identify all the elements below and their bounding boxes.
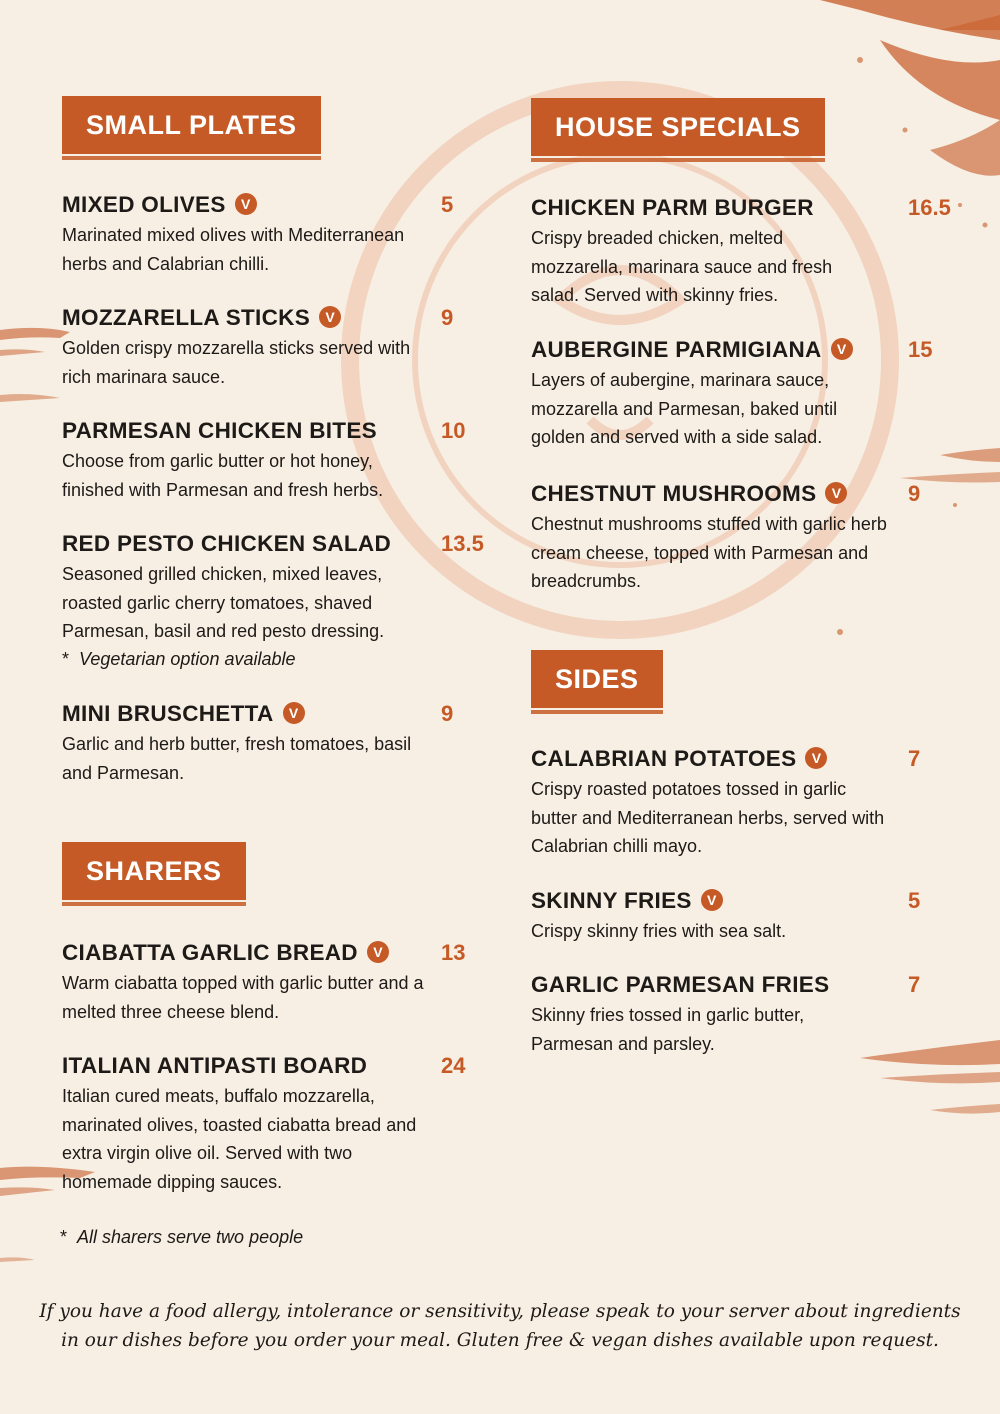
item-price: 9	[908, 481, 921, 506]
header-underline	[531, 158, 825, 162]
item-description: Layers of aubergine, marinara sauce, mozzarella and Parmesan, baked until golden and served with a side salad.	[531, 370, 838, 447]
item-price: 5	[908, 888, 921, 913]
menu-item	[62, 940, 502, 1026]
note-text: Vegetarian option available	[79, 649, 296, 669]
item-description: Marinated mixed olives with Mediterranean herbs and Calabrian chilli.	[62, 225, 405, 274]
item-description: Garlic and herb butter, fresh tomatoes, basil and Parmesan.	[62, 734, 412, 783]
item-name: MOZZARELLA STICKS	[62, 305, 310, 330]
item-description: Seasoned grilled chicken, mixed leaves, roasted garlic cherry tomatoes, shaved Parmesan, basil and red pesto dressing.	[62, 564, 385, 641]
item-name: CIABATTA GARLIC BREAD	[62, 940, 358, 965]
item-name: GARLIC PARMESAN FRIES	[531, 972, 830, 997]
vegetarian-icon: V	[367, 941, 389, 963]
vegetarian-icon: V	[825, 482, 847, 504]
sharers-note: * All sharers serve two people	[60, 1227, 304, 1247]
menu-item	[531, 481, 971, 596]
house-specials-header	[531, 98, 825, 162]
item-description: Chestnut mushrooms stuffed with garlic herb cream cheese, topped with Parmesan and breadcrumbs.	[531, 514, 887, 591]
allergy-notice-line-1: If you have a food allergy, intolerance or sensitivity, please speak to your server about ingredients	[39, 1301, 961, 1322]
vegetarian-icon: V	[235, 193, 257, 215]
note-text: All sharers serve two people	[77, 1227, 304, 1247]
item-name: PARMESAN CHICKEN BITES	[62, 418, 377, 443]
item-description: Crispy breaded chicken, melted mozzarella, marinara sauce and fresh salad. Served with skinny fries.	[531, 228, 833, 305]
item-price: 7	[908, 972, 921, 997]
item-name: RED PESTO CHICKEN SALAD	[62, 531, 392, 556]
header-underline	[531, 710, 663, 714]
menu-item	[62, 418, 502, 504]
vegetarian-icon: V	[831, 338, 853, 360]
brush-strokes-top-right	[820, 0, 1000, 228]
item-description: Italian cured meats, buffalo mozzarella, marinated olives, toasted ciabatta bread and extra virgin olive oil. Served with two homemade dipping sauces.	[62, 1086, 417, 1192]
item-description: Crispy roasted potatoes tossed in garlic butter and Mediterranean herbs, served with Calabrian chilli mayo.	[531, 779, 885, 856]
header-underline	[62, 902, 246, 906]
item-price: 5	[441, 192, 454, 217]
item-price: 10	[441, 418, 466, 443]
item-price: 24	[441, 1053, 466, 1078]
menu-item	[531, 972, 971, 1058]
allergy-notice	[0, 1297, 1000, 1355]
allergy-notice-line-2: in our dishes before you order your meal. Gluten free & vegan dishes available upon request.	[61, 1330, 939, 1351]
vegetarian-icon: V	[805, 747, 827, 769]
item-name: ITALIAN ANTIPASTI BOARD	[62, 1053, 368, 1078]
menu-item	[531, 888, 971, 946]
menu-item	[62, 701, 502, 787]
item-name: SKINNY FRIES	[531, 888, 692, 913]
sides-header	[531, 650, 663, 714]
item-name: CHICKEN PARM BURGER	[531, 195, 814, 220]
small-plates-title: SMALL PLATES	[62, 96, 321, 154]
sides-title: SIDES	[531, 650, 663, 708]
item-description: Golden crispy mozzarella sticks served with rich marinara sauce.	[62, 338, 411, 387]
house-specials-title: HOUSE SPECIALS	[531, 98, 825, 156]
item-name: MIXED OLIVES	[62, 192, 226, 217]
item-price: 9	[441, 305, 454, 330]
header-underline	[62, 156, 321, 160]
sharers-title: SHARERS	[62, 842, 246, 900]
menu-item	[62, 531, 502, 646]
item-price: 13.5	[441, 531, 484, 556]
item-description: Crispy skinny fries with sea salt.	[531, 921, 787, 941]
item-name: CALABRIAN POTATOES	[531, 746, 797, 771]
item-name: MINI BRUSCHETTA	[62, 701, 274, 726]
menu-item	[531, 746, 971, 861]
small-plates-header	[62, 96, 321, 160]
menu-item	[62, 192, 502, 278]
vegetarian-icon: V	[701, 889, 723, 911]
item-price: 13	[441, 940, 466, 965]
sharers-header	[62, 842, 246, 906]
menu-item	[531, 337, 971, 452]
item-price: 16.5	[908, 195, 951, 220]
item-name: CHESTNUT MUSHROOMS	[531, 481, 817, 506]
item-description: Choose from garlic butter or hot honey, finished with Parmesan and fresh herbs.	[62, 451, 384, 500]
menu-item	[62, 1053, 502, 1196]
item-price: 7	[908, 746, 921, 771]
item-description: Warm ciabatta topped with garlic butter and a melted three cheese blend.	[62, 973, 424, 1022]
vegetarian-option-note: * Vegetarian option available	[62, 649, 296, 669]
item-name: AUBERGINE PARMIGIANA	[531, 337, 822, 362]
item-price: 9	[441, 701, 454, 726]
menu-item	[62, 305, 502, 391]
vegetarian-icon: V	[283, 702, 305, 724]
item-description: Skinny fries tossed in garlic butter, Parmesan and parsley.	[531, 1005, 805, 1054]
item-price: 15	[908, 337, 933, 362]
vegetarian-icon: V	[319, 306, 341, 328]
menu-item	[531, 195, 971, 310]
